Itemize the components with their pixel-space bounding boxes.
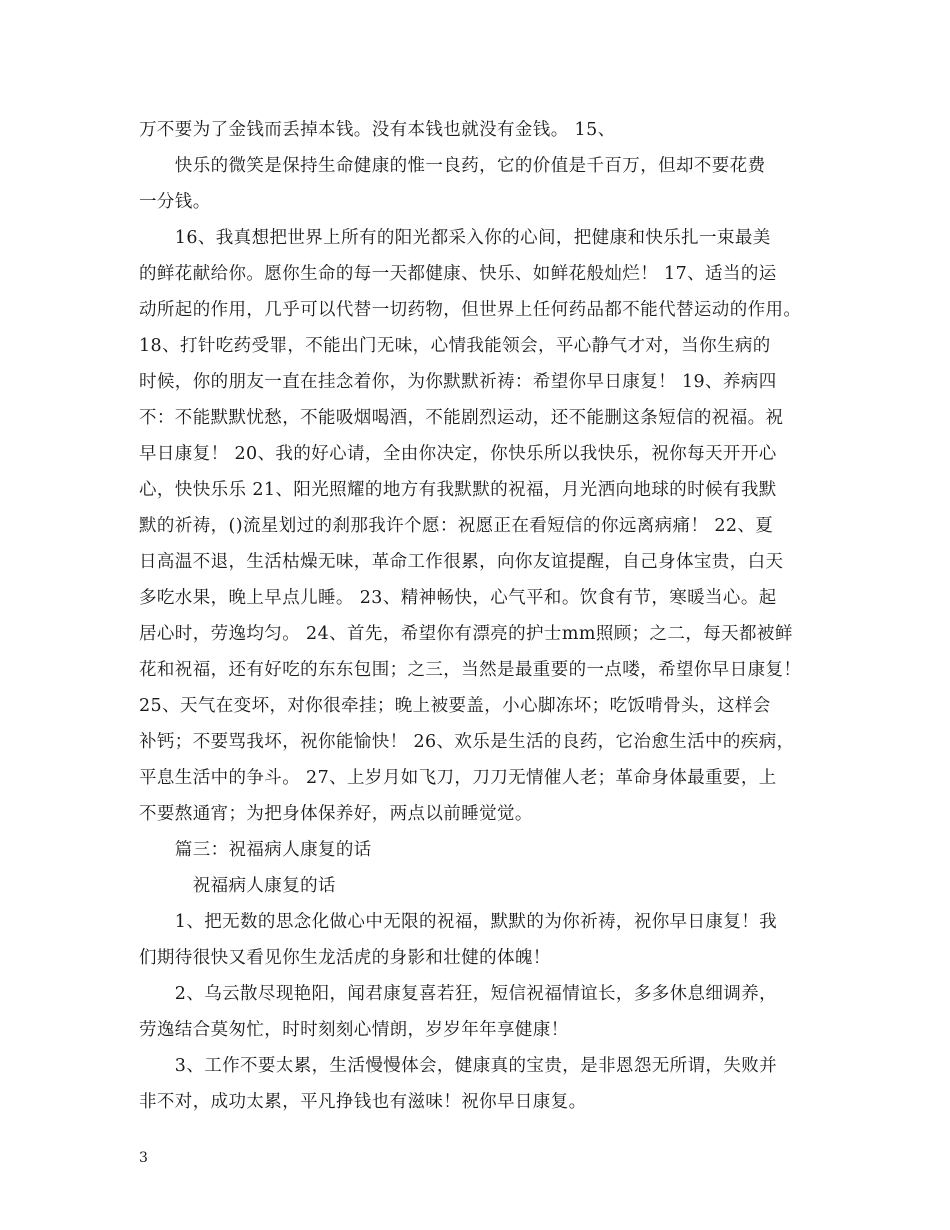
text-line: 16、我真想把世界上所有的阳光都采入你的心间，把健康和快乐扎一束最美 xyxy=(139,228,771,248)
text-line: 万不要为了金钱而丢掉本钱。没有本钱也就没有金钱。 15、 xyxy=(139,120,616,140)
text-line: 补钙；不要骂我坏，祝你能愉快！ 26、欢乐是生活的良药，它治愈生活中的疾病， xyxy=(139,732,795,752)
text-line: 居心时，劳逸均匀。 24、首先，希望你有漂亮的护士mm照顾；之二，每天都被鲜 xyxy=(139,624,793,644)
page-number: 3 xyxy=(139,1150,148,1166)
text-line: 25、天气在变坏，对你很牵挂；晚上被要盖，小心脚冻坏；吃饭啃骨头，这样会 xyxy=(139,696,771,716)
text-line: 平息生活中的争斗。 27、上岁月如飞刀，刀刀无情催人老；革命身体最重要，上 xyxy=(139,768,777,788)
text-line: 早日康复！ 20、我的好心请，全由你决定，你快乐所以我快乐，祝你每天开开心 xyxy=(139,444,777,464)
text-line: 1、把无数的思念化做心中无限的祝福，默默的为你祈祷，祝你早日康复！我 xyxy=(139,912,778,932)
text-line: 非不对，成功太累，平凡挣钱也有滋味！祝你早日康复。 xyxy=(139,1092,587,1112)
text-line: 2、乌云散尽现艳阳，闻君康复喜若狂，短信祝福情谊长，多多休息细调养， xyxy=(139,984,778,1004)
text-line: 一分钱。 xyxy=(139,192,211,212)
section-heading: 篇三：祝福病人康复的话 xyxy=(139,840,372,860)
text-line: 不：不能默默忧愁，不能吸烟喝酒，不能剧烈运动，还不能删这条短信的祝福。祝 xyxy=(139,408,784,428)
text-line: 3、工作不要太累，生活慢慢体会，健康真的宝贵，是非恩怨无所谓，失败并 xyxy=(139,1056,778,1076)
text-line: 日高温不退，生活枯燥无味，革命工作很累，向你友谊提醒，自己身体宝贵，白天 xyxy=(139,552,784,572)
text-line: 心，快快乐乐 21、阳光照耀的地方有我默默的祝福，月光洒向地球的时候有我默 xyxy=(139,480,777,500)
section-subtitle: 祝福病人康复的话 xyxy=(139,876,336,896)
text-line: 多吃水果，晚上早点儿睡。 23、精神畅快，心气平和。饮食有节，寒暖当心。起 xyxy=(139,588,777,608)
text-line: 不要熬通宵；为把身体保养好，两点以前睡觉觉。 xyxy=(139,804,533,824)
text-line: 默的祈祷，()流星划过的刹那我许个愿：祝愿正在看短信的你远离病痛！ 22、夏 xyxy=(139,516,774,536)
text-line: 们期待很快又看见你生龙活虎的身影和壮健的体魄！ xyxy=(139,948,551,968)
text-line: 的鲜花献给你。愿你生命的每一天都健康、快乐、如鲜花般灿烂！ 17、适当的运 xyxy=(139,264,777,284)
text-line: 动所起的作用，几乎可以代替一切药物，但世界上任何药品都不能代替运动的作用。 xyxy=(139,300,802,320)
text-line: 18、打针吃药受罪，不能出门无味，心情我能领会，平心静气才对，当你生病的 xyxy=(139,336,771,356)
text-line: 劳逸结合莫匆忙，时时刻刻心情朗，岁岁年年享健康！ xyxy=(139,1020,569,1040)
text-line: 花和祝福，还有好吃的东东包围；之三，当然是最重要的一点喽，希望你早日康复！ xyxy=(139,660,802,680)
text-line: 快乐的微笑是保持生命健康的惟一良药，它的价值是千百万，但却不要花费 xyxy=(139,156,766,176)
text-line: 时候，你的朋友一直在挂念着你，为你默默祈祷：希望你早日康复！ 19、养病四 xyxy=(139,372,777,392)
